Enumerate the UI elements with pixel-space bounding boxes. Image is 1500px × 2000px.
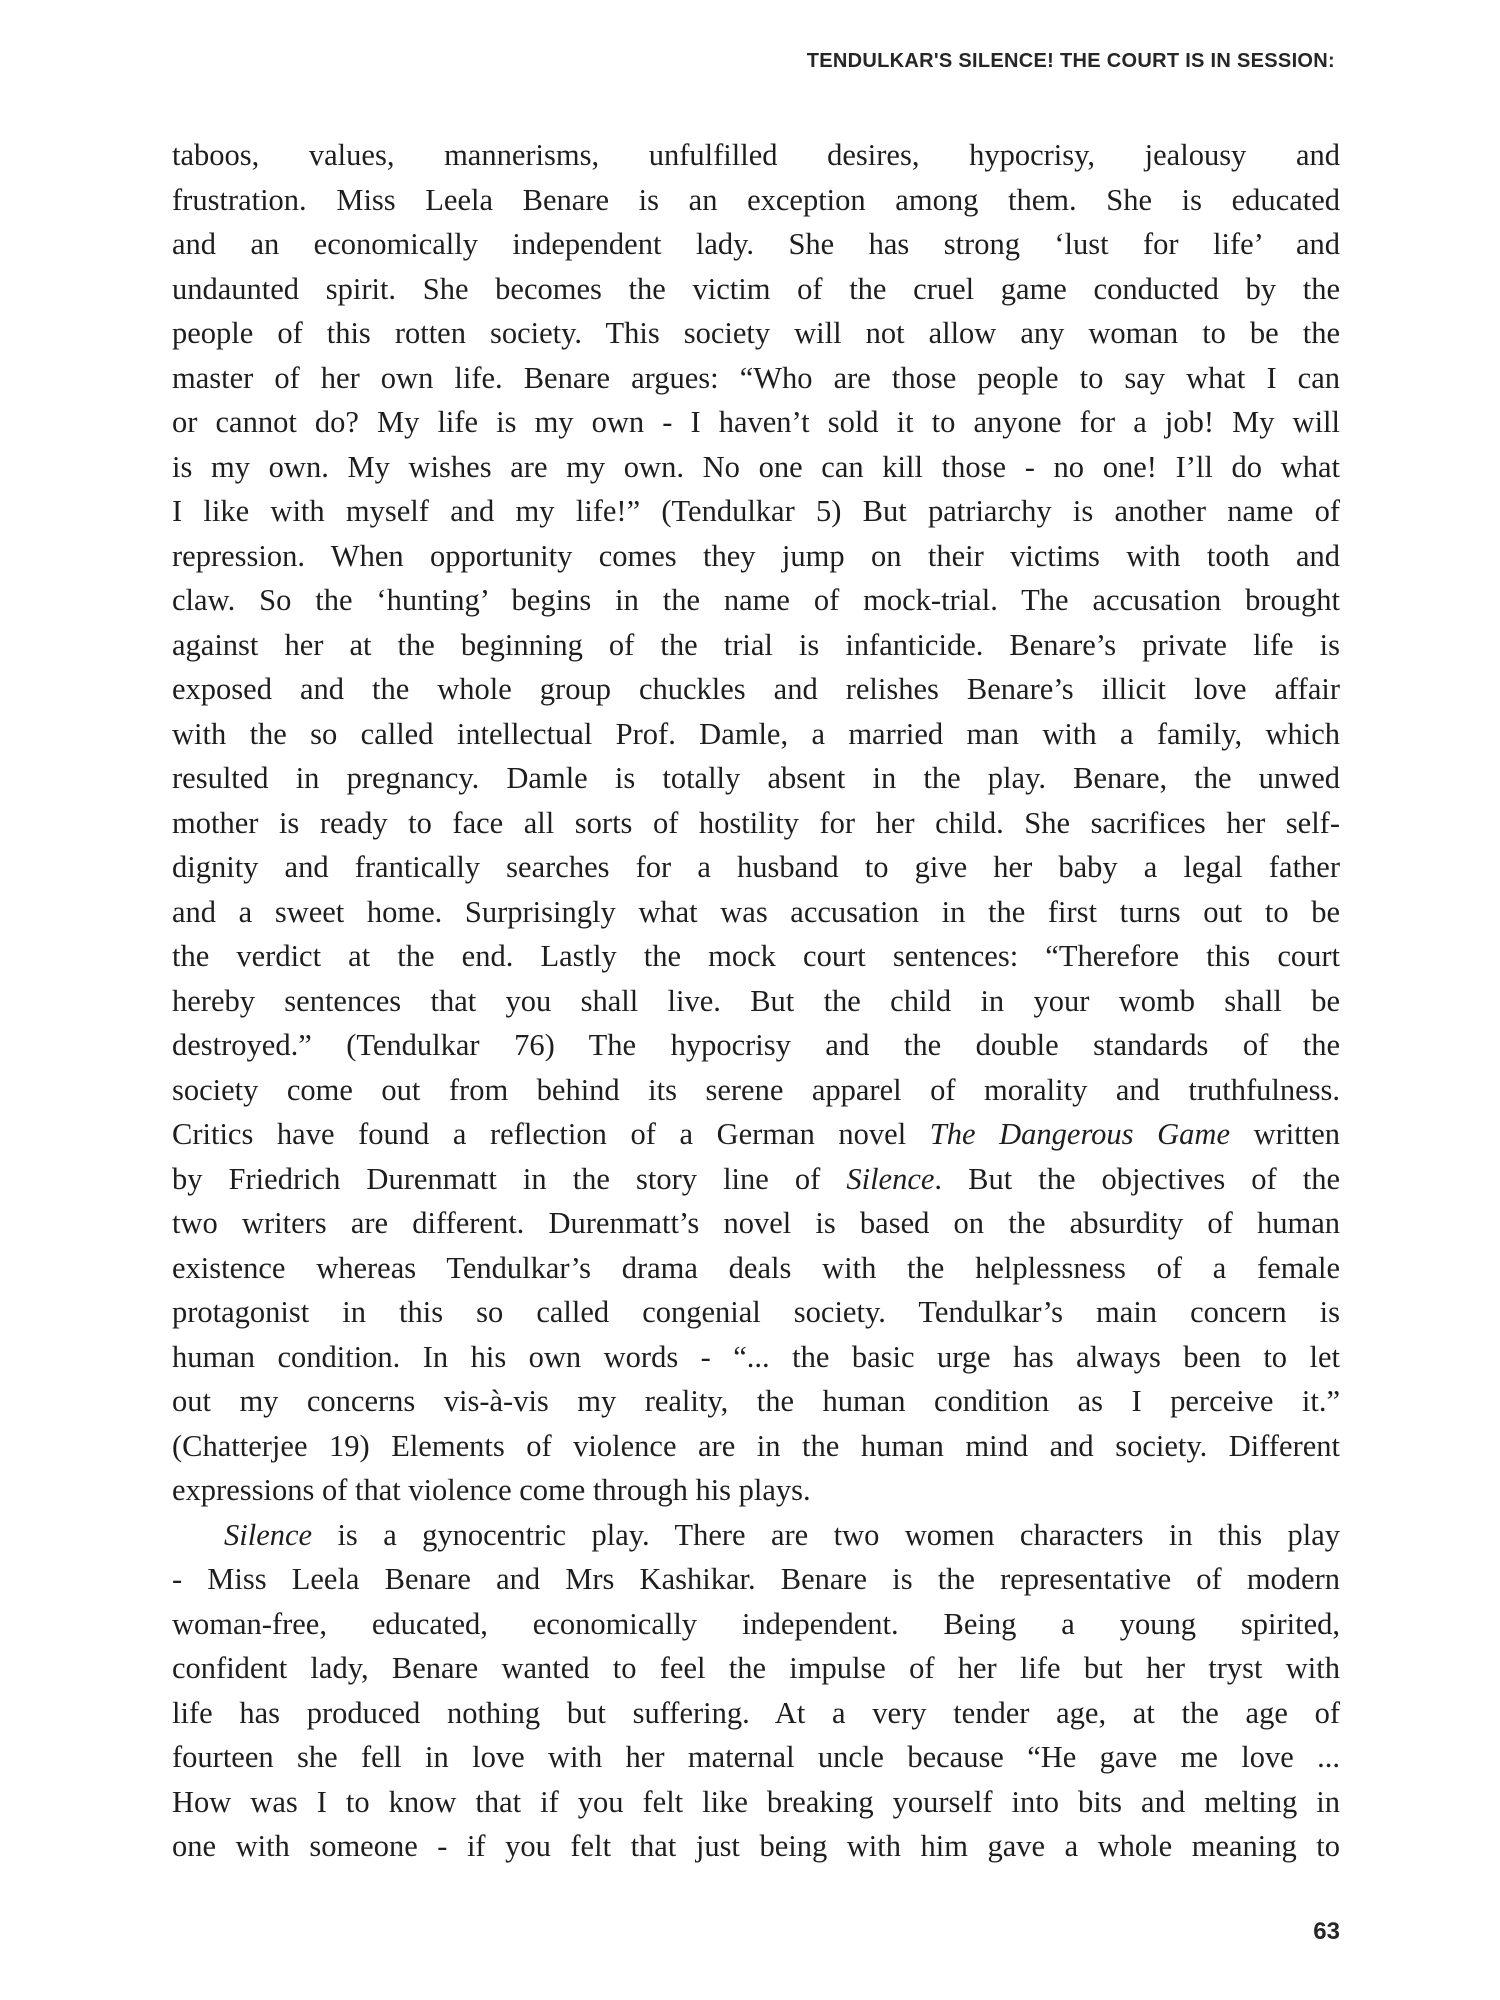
text-line: people of this rotten society. This society will not allow any woman to be the	[172, 316, 1340, 350]
text-line: hereby sentences that you shall live. But the child in your womb shall be	[172, 983, 1340, 1018]
text-line	[172, 1157, 1340, 1202]
paragraph-2	[172, 1513, 1340, 1869]
text-line: claw. So the ‘hunting’ begins in the name of mock-trial. The accusation brought	[172, 583, 1340, 617]
novel-title: The Dangerous Game	[929, 1117, 1230, 1151]
text-line: expressions of that violence come through his plays.	[172, 1473, 811, 1507]
page-number: 63	[1313, 1918, 1340, 1945]
text-line: out my concerns vis-à-vis my reality, the human condition as I perceive it.”	[172, 1384, 1340, 1418]
text-line: frustration. Miss Leela Benare is an exception among them. She is educated	[172, 182, 1340, 217]
text-line: How was I to know that if you felt like breaking yourself into bits and melting in	[172, 1784, 1340, 1819]
text-line: fourteen she fell in love with her maternal uncle because “He gave me love ...	[172, 1740, 1340, 1774]
text-line: against her at the beginning of the trial is infanticide. Benare’s private life is	[172, 627, 1340, 662]
text-line: with the so called intellectual Prof. Damle, a married man with a family, which	[172, 716, 1340, 751]
text-run: by Friedrich Durenmatt in the story line of	[172, 1161, 847, 1196]
text-line: existence whereas Tendulkar’s drama deals with the helplessness of a female	[172, 1250, 1340, 1285]
text-line: mother is ready to face all sorts of hostility for her child. She sacrifices her self-	[172, 805, 1340, 840]
text-line: undaunted spirit. She becomes the victim of the cruel game conducted by the	[172, 271, 1340, 306]
text-line	[172, 1112, 1340, 1157]
text-run: . But the objectives of the	[934, 1161, 1341, 1196]
text-run: written	[1230, 1117, 1340, 1151]
text-line: I like with myself and my life!” (Tendulkar 5) But patriarchy is another name of	[172, 494, 1340, 528]
text-run: Critics have found a reflection of a German novel	[172, 1117, 930, 1151]
text-line: woman-free, educated, economically independent. Being a young spirited,	[172, 1606, 1340, 1641]
text-run: is a gynocentric play. There are two women characters in this play	[312, 1517, 1340, 1552]
text-line	[172, 1513, 1340, 1558]
text-line: life has produced nothing but suffering. At a very tender age, at the age of	[172, 1695, 1340, 1730]
text-line: one with someone - if you felt that just being with him gave a whole meaning to	[172, 1829, 1340, 1863]
text-line: two writers are different. Durenmatt’s novel is based on the absurdity of human	[172, 1206, 1340, 1240]
text-line: taboos, values, mannerisms, unfulfilled desires, hypocrisy, jealousy and	[172, 138, 1340, 172]
text-line: the verdict at the end. Lastly the mock court sentences: “Therefore this court	[172, 939, 1340, 973]
text-line: protagonist in this so called congenial society. Tendulkar’s main concern is	[172, 1295, 1340, 1329]
play-title: Silence	[224, 1517, 313, 1552]
body-text	[172, 133, 1340, 1869]
running-header: TENDULKAR'S SILENCE! THE COURT IS IN SESSION:	[806, 50, 1335, 72]
paragraph-1	[172, 133, 1340, 1513]
text-line: destroyed.” (Tendulkar 76) The hypocrisy and the double standards of the	[172, 1028, 1340, 1062]
text-line: and a sweet home. Surprisingly what was accusation in the first turns out to be	[172, 894, 1340, 929]
text-line: - Miss Leela Benare and Mrs Kashikar. Benare is the representative of modern	[172, 1562, 1340, 1596]
text-line: society come out from behind its serene apparel of morality and truthfulness.	[172, 1072, 1340, 1107]
text-line: repression. When opportunity comes they jump on their victims with tooth and	[172, 538, 1340, 573]
text-line: exposed and the whole group chuckles and relishes Benare’s illicit love affair	[172, 672, 1340, 706]
text-line: resulted in pregnancy. Damle is totally absent in the play. Benare, the unwed	[172, 761, 1340, 795]
text-line: human condition. In his own words - “... the basic urge has always been to let	[172, 1339, 1340, 1374]
text-line: (Chatterjee 19) Elements of violence are in the human mind and society. Different	[172, 1428, 1340, 1463]
text-line: and an economically independent lady. She has strong ‘lust for life’ and	[172, 227, 1340, 261]
text-line: master of her own life. Benare argues: “Who are those people to say what I can	[172, 360, 1340, 395]
play-title: Silence	[846, 1161, 935, 1196]
text-line: or cannot do? My life is my own - I haven’t sold it to anyone for a job! My will	[172, 405, 1340, 439]
text-line: is my own. My wishes are my own. No one can kill those - no one! I’ll do what	[172, 449, 1340, 484]
text-line: confident lady, Benare wanted to feel the impulse of her life but her tryst with	[172, 1651, 1340, 1685]
text-line: dignity and frantically searches for a husband to give her baby a legal father	[172, 850, 1340, 884]
